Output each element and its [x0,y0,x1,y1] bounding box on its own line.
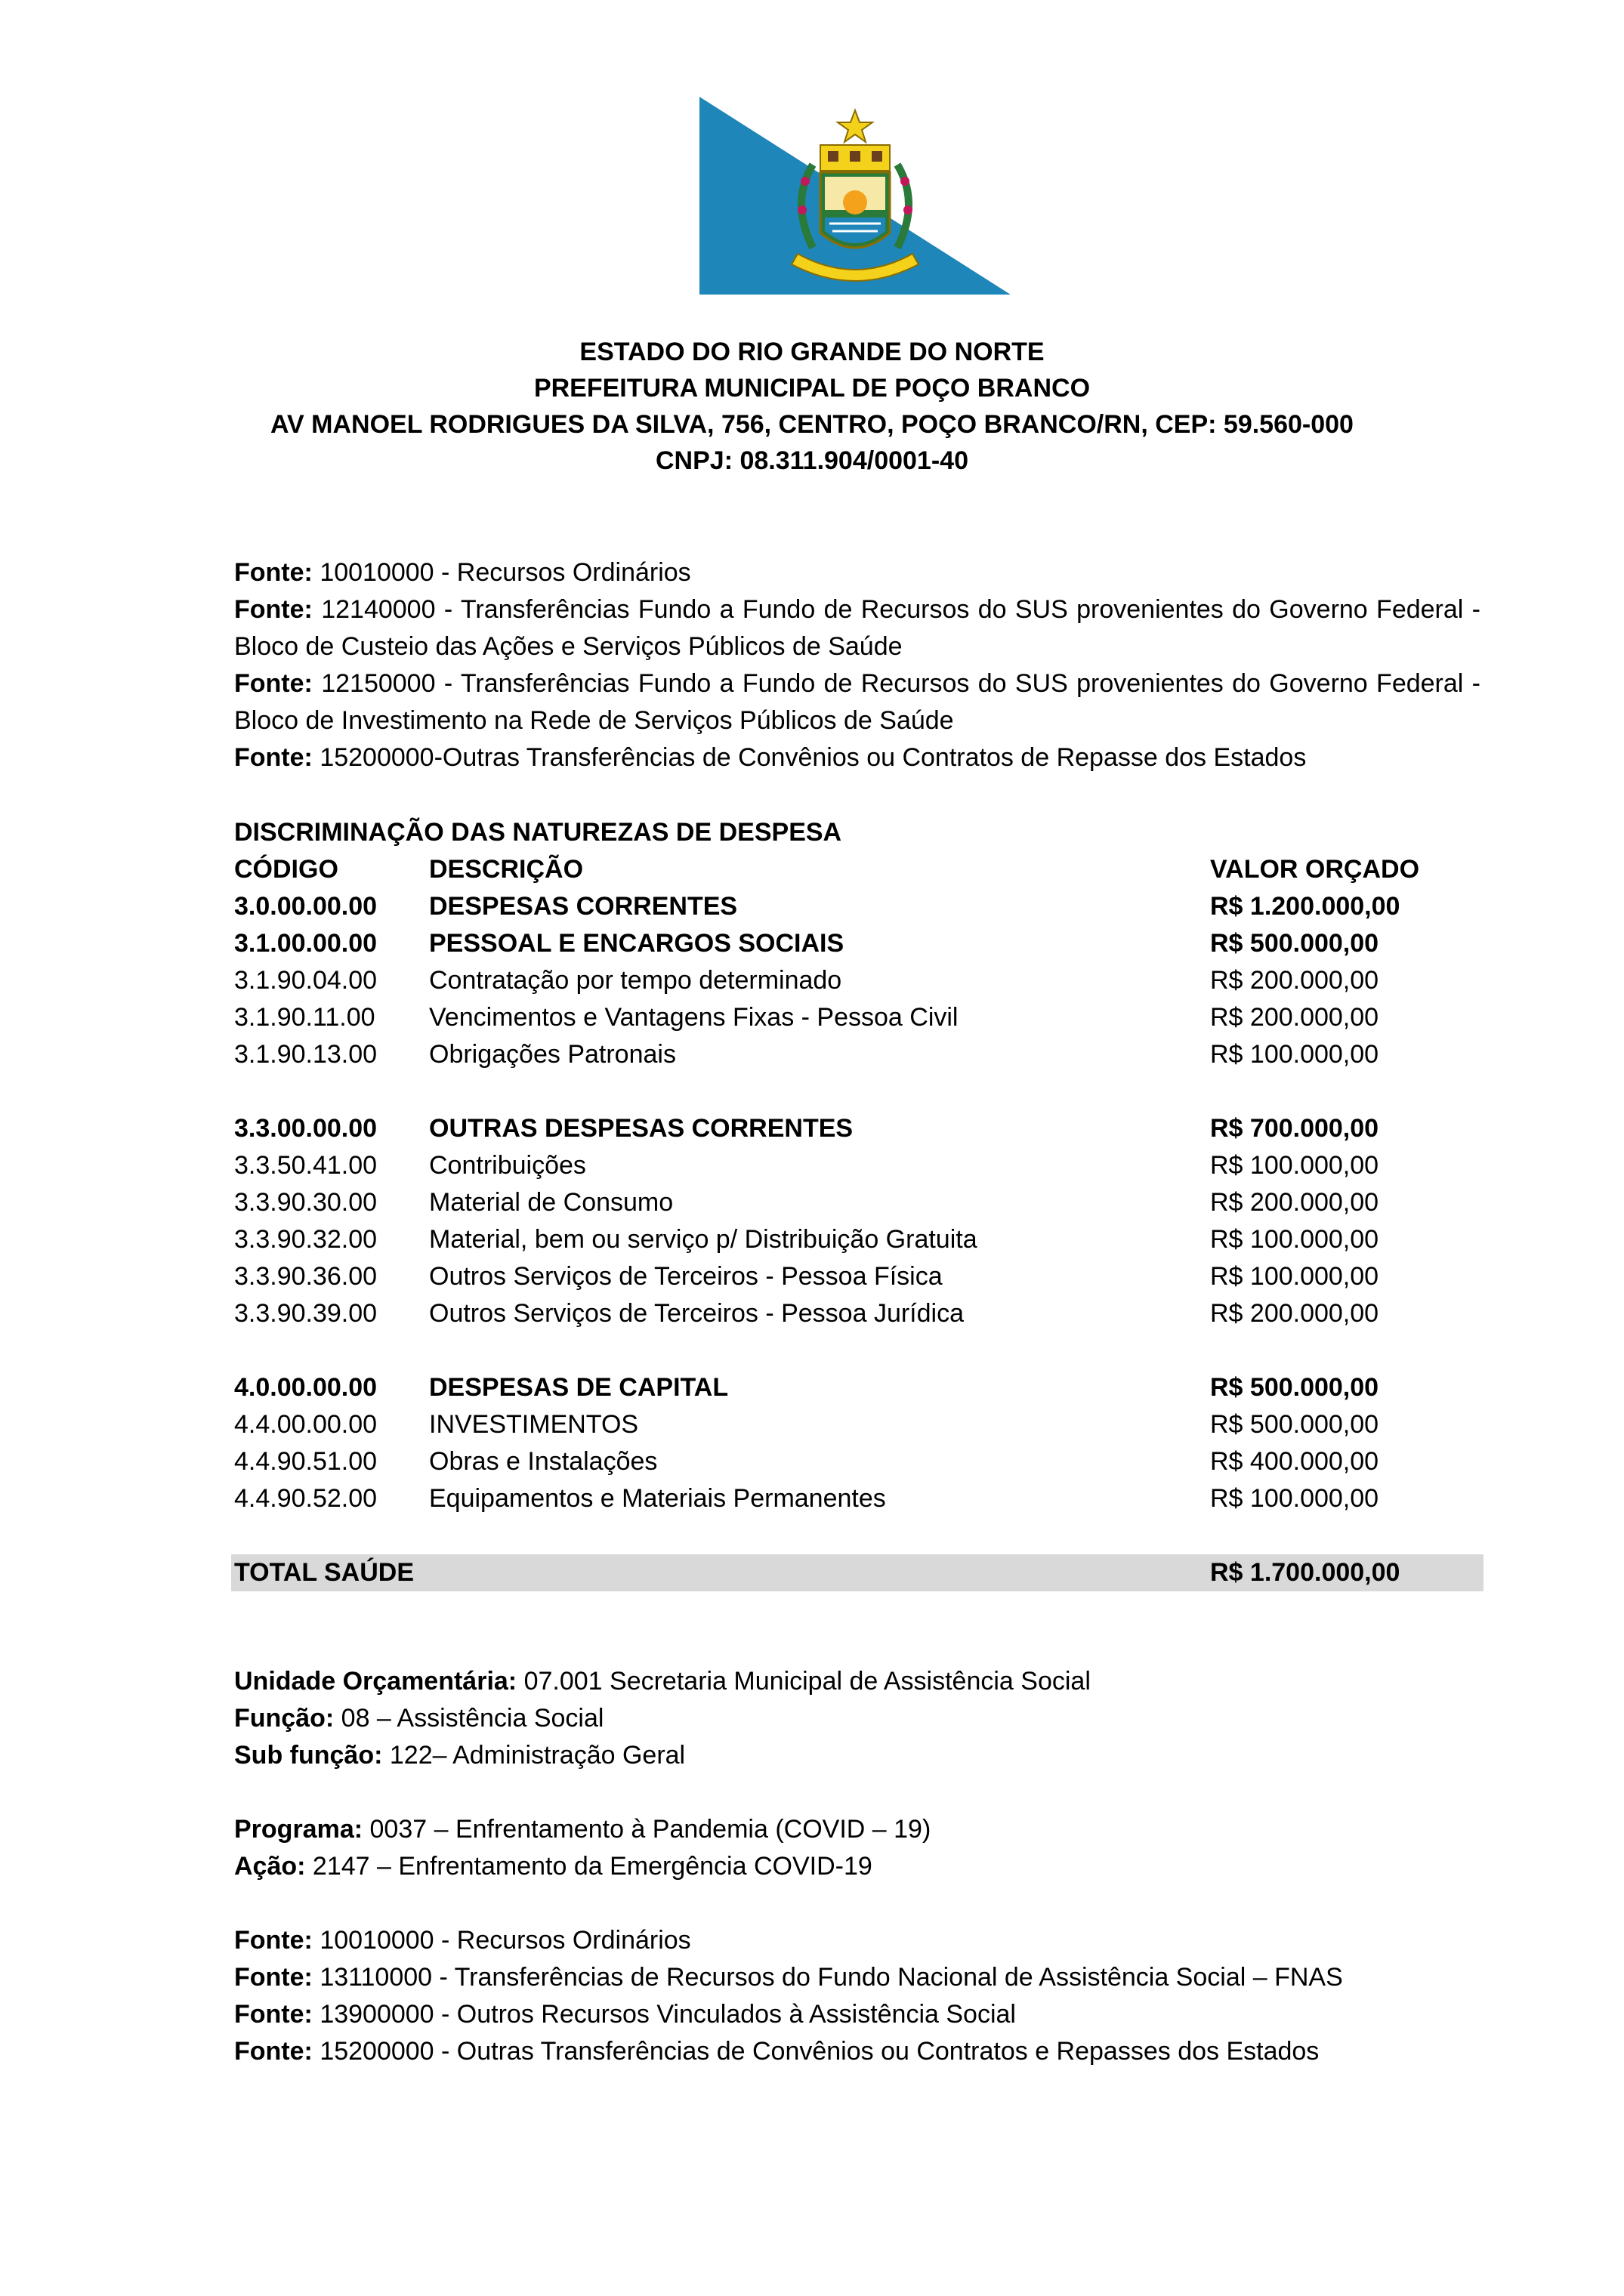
cnpj: CNPJ: 08.311.904/0001-40 [656,446,968,475]
total-value: R$ 1.700.000,00 [1210,1558,1400,1587]
col-valor: VALOR ORÇADO [1210,855,1420,884]
table-row: 3.3.90.39.00 Outros Serviços de Terceiros - Pessoa Jurídica R$ 200.000,00 [234,1299,1379,1328]
acao-line: Ação: 2147 – Enfrentamento da Emergência COVID-19 [234,1852,872,1881]
fonte-item: Fonte: 10010000 - Recursos Ordinários [234,558,691,587]
unidade-line: Unidade Orçamentária: 07.001 Secretaria Municipal de Assistência Social [234,1667,1091,1696]
spacer [234,1517,1480,1554]
table-row: 3.1.90.13.00 Obrigações Patronais R$ 100.000,00 [234,1040,1379,1069]
spacer [234,1885,1480,1922]
address: AV MANOEL RODRIGUES DA SILVA, 756, CENTRO, POÇO BRANCO/RN, CEP: 59.560-000 [270,410,1354,439]
fonte-item: Fonte: 15200000-Outras Transferências de Convênios ou Contratos de Repasse dos Estados [234,743,1307,772]
table-row: 3.3.90.30.00 Material de Consumo R$ 200.000,00 [234,1188,1379,1217]
total-row [231,1554,1484,1591]
table-row: 3.1.90.11.00 Vencimentos e Vantagens Fixas - Pessoa Civil R$ 200.000,00 [234,1003,1379,1032]
document-header [0,334,1624,479]
spacer [234,1332,1480,1369]
state-name: ESTADO DO RIO GRANDE DO NORTE [579,338,1045,366]
total-label: TOTAL SAÚDE [234,1558,415,1587]
expense-table [234,814,1480,1591]
table-row: 3.3.50.41.00 Contribuições R$ 100.000,00 [234,1151,1379,1180]
table-row: 3.3.00.00.00 OUTRAS DESPESAS CORRENTES R$ 700.000,00 [234,1114,1379,1143]
fonte-item: Fonte: 12140000 - Transferências Fundo a Fundo de Recursos do SUS provenientes do Governo Federal - Bloco de Custeio das Ações e Serviços Públicos de Saúde [234,595,1481,661]
table-row: 3.1.00.00.00 PESSOAL E ENCARGOS SOCIAIS R$ 500.000,00 [234,929,1379,958]
fonte-item: Fonte: 15200000 - Outras Transferências de Convênios ou Contratos e Repasses dos Estados [234,2037,1320,2066]
fonte-item: Fonte: 10010000 - Recursos Ordinários [234,1926,691,1955]
spacer [234,1073,1480,1110]
fontes-saude [234,554,1480,776]
table-title: DISCRIMINAÇÃO DAS NATUREZAS DE DESPESA [234,818,842,847]
fonte-item: Fonte: 13110000 - Transferências de Recursos do Fundo Nacional de Assistência Social – FNAS [234,1963,1343,1992]
municipal-flag [699,97,1011,295]
programa-line: Programa: 0037 – Enfrentamento à Pandemia (COVID – 19) [234,1815,931,1844]
prefeitura-name: PREFEITURA MUNICIPAL DE POÇO BRANCO [533,374,1091,403]
table-row: 3.0.00.00.00 DESPESAS CORRENTES R$ 1.200.000,00 [234,892,1400,921]
col-descricao: DESCRIÇÃO [429,855,584,884]
table-row: 4.0.00.00.00 DESPESAS DE CAPITAL R$ 500.000,00 [234,1373,1379,1402]
spacer [234,1774,1480,1811]
table-row: 3.3.90.32.00 Material, bem ou serviço p/ Distribuição Gratuita R$ 100.000,00 [234,1225,1379,1254]
flag-image [699,97,1011,295]
col-codigo: CÓDIGO [234,855,338,884]
table-row: 4.4.90.52.00 Equipamentos e Materiais Permanentes R$ 100.000,00 [234,1484,1379,1513]
subfuncao-line: Sub função: 122– Administração Geral [234,1741,686,1770]
table-header [234,851,1480,888]
assistencia-section [234,1663,1480,2070]
fonte-item: Fonte: 13900000 - Outros Recursos Vinculados à Assistência Social [234,2000,1016,2029]
fonte-item: Fonte: 12150000 - Transferências Fundo a Fundo de Recursos do SUS provenientes do Governo Federal - Bloco de Investimento na Rede de Serviços Públicos de Saúde [234,669,1481,735]
table-row: 3.3.90.36.00 Outros Serviços de Terceiros - Pessoa Física R$ 100.000,00 [234,1262,1379,1291]
funcao-line: Função: 08 – Assistência Social [234,1704,604,1733]
table-row: 4.4.00.00.00 INVESTIMENTOS R$ 500.000,00 [234,1410,1379,1439]
table-row: 4.4.90.51.00 Obras e Instalações R$ 400.000,00 [234,1447,1379,1476]
table-row: 3.1.90.04.00 Contratação por tempo determinado R$ 200.000,00 [234,966,1379,995]
